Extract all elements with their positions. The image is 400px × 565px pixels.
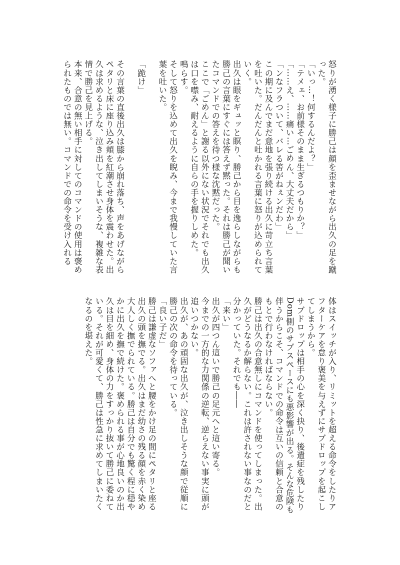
text-block-bottom: 体はスイッチが入り、リミットを超える命令をしたりアフターケアを怠り褒美を与えずにサブドロップを起こしてしまうから。 サブドロップは相手の心を深く抉り、後遺症を残したりDom側のサブスペースにも悪影響が出る。そんな危険も伴うからこそ、コマンドでの命令は互いの信頼と合意のもとで行わなければならない。 勝己は出久の合意無しにコマンドを使ってしまった。出久がどうなるか解らない。これは許されない事なのだと分かっていた。それでも―― 「来い」 出久が四つん這いで勝己の足元へと這い寄る。 今までの一方的な力関係の逆転、逆らえない事実に頭が追いつかない。 出久が、あの頑固な出久が、泣き出しそうな顔で従順に勝己の次の命令を待っている。 「良い子だ」 勝己は謙虚なソファへと腰をかけ足の間にペタリと座る出久の頭を撫でる。出久はまだ幼さの残る顔を赤く染め大人しく撫でられている。勝己は自分でも驚く程に穏やかに出久を撫で続けた。褒められる事が心地良いのか出久は目を細め、身体の力をすっかり抜いて勝己に委ねている。それが可愛くて、勝己は性急に求めてしまいたくなるのを堪えた。 <box>84 297 338 514</box>
text-block-top: 怒りが湧く様子に勝己は顔を歪ませながら出久の足を蹴った。 「いっ…！何するんだよ？」 「テメェ、お前様そのまま生ぎるつもりか？」 「……え、……痛い…ごめん、大丈夫だから」 「ンなフラついて、バレる筈がねぇンだわ」 この期に及んでまだ意地を張り続ける出久に苛立ち言葉を吐いた。だんだんと吐かれる言葉に怒りが込められていく。 出久は眼をギュッと瞑り、勝己から目を逸らしながらも勝己の言葉にすぐには答えず黙った。それは勝己が聞いたコマンドでの答えを待つ様な沈黙だった。 ここで「ごめん」と謝る以外にない状況でそれでも出久は口を噤み、耐えるように自らの手を握りしめた。 鳴らす。 そして怒りを込めて出久を睨み、今まで我慢していた言葉を吐いた。 「跪け」 その言葉の直後出久は膝から崩れ落ち、声をあげながらペタリと床に座り込み頬を紅潮させ身体を震わせた。出久は求めるような、泣き出してしまいそうな、複雑な表情で勝己を見上げる。 本来、合意の無い相手に対してのコマンドの使用は褒められたものでは無い。コマンドでの命令を受け入れる <box>63 60 338 274</box>
